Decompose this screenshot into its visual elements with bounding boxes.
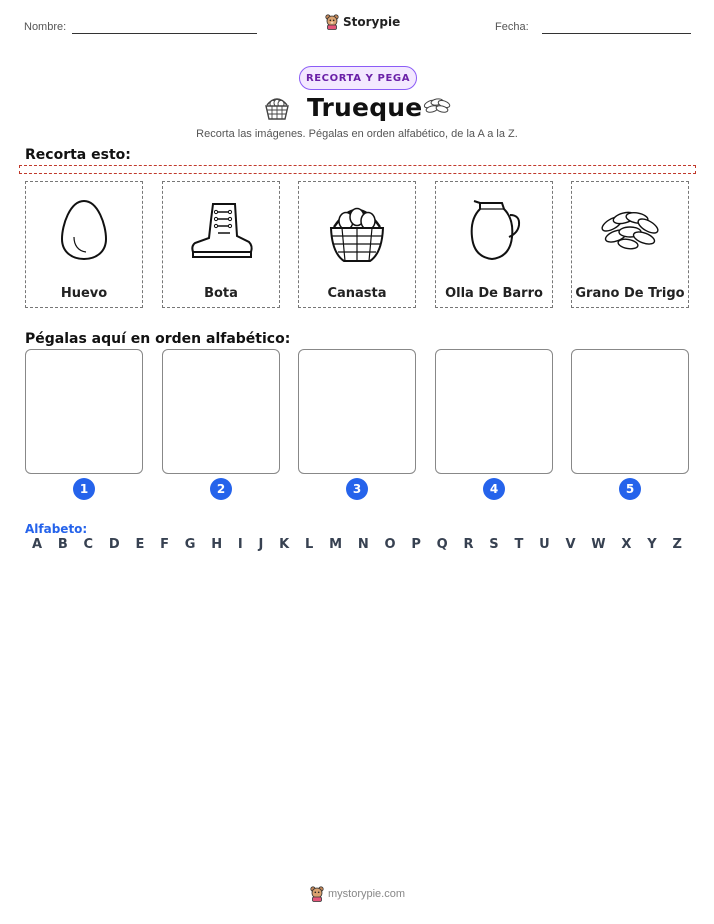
egg-icon — [56, 195, 112, 265]
alphabet-letter: I — [237, 537, 243, 552]
alphabet-heading: Alfabeto: — [25, 522, 88, 536]
name-label: Nombre: — [24, 21, 67, 33]
alphabet-letter: X — [621, 537, 632, 552]
cut-card-basket[interactable] — [298, 181, 416, 308]
card-label: Bota — [204, 286, 238, 301]
card-label: Canasta — [327, 286, 387, 301]
brand-name: Storypie — [343, 15, 401, 29]
title-basket-icon — [263, 93, 291, 125]
cut-card-boot[interactable] — [162, 181, 280, 308]
date-field[interactable] — [542, 33, 691, 34]
boot-icon — [187, 200, 255, 260]
footer-site[interactable]: mystorypie.com — [328, 888, 406, 900]
alphabet-letter: L — [305, 537, 314, 552]
paste-slot-4[interactable] — [435, 349, 553, 474]
alphabet-letter: K — [279, 537, 290, 552]
alphabet-letter: F — [160, 537, 170, 552]
slot-number-2: 2 — [210, 478, 232, 500]
paste-slot-2[interactable] — [162, 349, 280, 474]
footer — [310, 886, 405, 902]
slot-number-1: 1 — [73, 478, 95, 500]
alphabet-letter: T — [514, 537, 524, 552]
slot-number-3: 3 — [346, 478, 368, 500]
page-title: Trueque — [307, 93, 423, 122]
bear-mascot-icon — [325, 14, 339, 30]
card-label: Olla De Barro — [445, 286, 543, 301]
alphabet-letter: Y — [647, 537, 657, 552]
paste-slot-5[interactable] — [571, 349, 689, 474]
alphabet-letter: Q — [436, 537, 448, 552]
alphabet-row — [32, 537, 682, 552]
cut-card-clay-pot[interactable] — [435, 181, 553, 308]
instructions: Recorta las imágenes. Pégalas en orden alfabético, de la A a la Z. — [196, 128, 518, 140]
alphabet-letter: J — [258, 537, 264, 552]
alphabet-letter: H — [211, 537, 223, 552]
card-label: Huevo — [60, 286, 108, 301]
paste-slot-3[interactable] — [298, 349, 416, 474]
alphabet-letter: Z — [672, 537, 682, 552]
alphabet-letter: W — [591, 537, 606, 552]
brand-logo — [325, 14, 400, 30]
name-field[interactable] — [72, 33, 257, 34]
activity-badge: RECORTA Y PEGA — [299, 66, 417, 90]
alphabet-letter: P — [411, 537, 421, 552]
alphabet-letter: S — [489, 537, 499, 552]
basket-icon — [326, 195, 388, 265]
alphabet-letter: G — [184, 537, 196, 552]
wheat-grain-icon — [598, 206, 662, 254]
slot-number-4: 4 — [483, 478, 505, 500]
alphabet-letter: N — [357, 537, 369, 552]
cut-line — [19, 165, 696, 174]
cut-section-heading: Recorta esto: — [25, 147, 131, 163]
alphabet-letter: A — [32, 537, 43, 552]
alphabet-letter: D — [108, 537, 120, 552]
card-label: Grano De Trigo — [575, 286, 685, 301]
cut-card-egg[interactable] — [25, 181, 143, 308]
paste-slot-1[interactable] — [25, 349, 143, 474]
clay-pot-icon — [464, 197, 524, 263]
bear-mascot-icon — [310, 886, 324, 902]
alphabet-letter: M — [329, 537, 343, 552]
date-label: Fecha: — [495, 21, 529, 33]
alphabet-letter: O — [384, 537, 396, 552]
paste-section-heading: Pégalas aquí en orden alfabético: — [25, 331, 291, 347]
alphabet-letter: R — [463, 537, 474, 552]
title-wheat-icon — [422, 96, 452, 120]
alphabet-letter: B — [57, 537, 68, 552]
slot-number-5: 5 — [619, 478, 641, 500]
alphabet-letter: U — [539, 537, 550, 552]
alphabet-letter: E — [135, 537, 145, 552]
cut-card-wheat[interactable] — [571, 181, 689, 308]
alphabet-letter: C — [83, 537, 94, 552]
alphabet-letter: V — [565, 537, 576, 552]
